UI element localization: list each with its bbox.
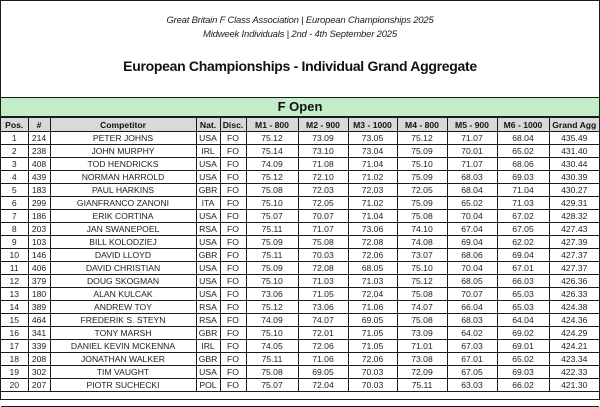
cell-nation: USA <box>196 132 220 145</box>
cell-m3: 72.06 <box>348 353 397 366</box>
cell-m5: 67.05 <box>447 366 497 379</box>
cell-pos: 20 <box>1 379 28 392</box>
cell-m6: 65.02 <box>497 145 549 158</box>
cell-number: 299 <box>28 197 50 210</box>
cell-m3: 72.03 <box>348 184 397 197</box>
table-row[interactable] <box>1 249 599 262</box>
cell-m6: 65.03 <box>497 288 549 301</box>
cell-discipline: FO <box>220 184 246 197</box>
cell-m5: 67.01 <box>447 353 497 366</box>
cell-m5: 70.04 <box>447 210 497 223</box>
cell-m4: 73.08 <box>397 353 447 366</box>
cell-nation: GBR <box>196 184 220 197</box>
results-table <box>1 117 599 407</box>
cell-m1: 73.06 <box>246 288 298 301</box>
cell-m5: 70.07 <box>447 288 497 301</box>
cell-m3: 72.08 <box>348 236 397 249</box>
cell-nation: RSA <box>196 314 220 327</box>
cell-grand-agg: 427.37 <box>549 262 599 275</box>
cell-pos: 6 <box>1 197 28 210</box>
cell-pos: 10 <box>1 249 28 262</box>
cell-nation: IRL <box>196 145 220 158</box>
cell-grand-agg: 430.39 <box>549 171 599 184</box>
cell-m2: 71.03 <box>298 275 348 288</box>
blank-row <box>1 392 599 407</box>
table-row[interactable] <box>1 340 599 353</box>
cell-m2: 71.07 <box>298 223 348 236</box>
cell-m2: 72.03 <box>298 184 348 197</box>
cell-discipline: FO <box>220 236 246 249</box>
cell-m5: 66.04 <box>447 301 497 314</box>
cell-discipline: FO <box>220 145 246 158</box>
cell-grand-agg: 435.49 <box>549 132 599 145</box>
cell-m5: 63.03 <box>447 379 497 392</box>
cell-m5: 68.06 <box>447 249 497 262</box>
col-header-m5[interactable]: M5 - 900 <box>447 118 497 132</box>
cell-m4: 74.10 <box>397 223 447 236</box>
cell-m3: 70.03 <box>348 366 397 379</box>
cell-competitor: GIANFRANCO ZANONI <box>50 197 196 210</box>
cell-m3: 72.04 <box>348 288 397 301</box>
col-header-m4[interactable]: M4 - 800 <box>397 118 447 132</box>
cell-m6: 69.04 <box>497 249 549 262</box>
col-header-nation[interactable]: Nat. <box>196 118 220 132</box>
cell-discipline: FO <box>220 327 246 340</box>
cell-number: 379 <box>28 275 50 288</box>
cell-grand-agg: 431.40 <box>549 145 599 158</box>
cell-m6: 68.06 <box>497 158 549 171</box>
cell-m1: 75.08 <box>246 366 298 379</box>
cell-discipline: FO <box>220 210 246 223</box>
cell-number: 214 <box>28 132 50 145</box>
col-header-discipline[interactable]: Disc. <box>220 118 246 132</box>
cell-m4: 74.07 <box>397 301 447 314</box>
cell-m5: 69.04 <box>447 236 497 249</box>
cell-grand-agg: 424.38 <box>549 301 599 314</box>
cell-pos: 14 <box>1 301 28 314</box>
cell-number: 103 <box>28 236 50 249</box>
cell-grand-agg: 430.44 <box>549 158 599 171</box>
cell-m6: 65.03 <box>497 301 549 314</box>
col-header-competitor[interactable]: Competitor <box>50 118 196 132</box>
cell-m5: 68.05 <box>447 275 497 288</box>
col-header-pos[interactable]: Pos. <box>1 118 28 132</box>
cell-competitor: BILL KOLODZIEJ <box>50 236 196 249</box>
table-row[interactable] <box>1 132 599 145</box>
cell-m2: 75.08 <box>298 236 348 249</box>
cell-m5: 68.04 <box>447 184 497 197</box>
cell-pos: 19 <box>1 366 28 379</box>
cell-discipline: FO <box>220 249 246 262</box>
table-row[interactable] <box>1 327 599 340</box>
cell-m3: 68.05 <box>348 262 397 275</box>
cell-m3: 73.06 <box>348 223 397 236</box>
cell-nation: USA <box>196 236 220 249</box>
cell-grand-agg: 422.33 <box>549 366 599 379</box>
table-row[interactable] <box>1 236 599 249</box>
cell-nation: USA <box>196 262 220 275</box>
col-header-m2[interactable]: M2 - 900 <box>298 118 348 132</box>
cell-m4: 75.08 <box>397 288 447 301</box>
cell-m5: 67.04 <box>447 223 497 236</box>
table-row[interactable] <box>1 210 599 223</box>
cell-m6: 67.05 <box>497 223 549 236</box>
cell-m3: 70.03 <box>348 379 397 392</box>
cell-m4: 73.09 <box>397 327 447 340</box>
cell-m2: 70.07 <box>298 210 348 223</box>
cell-m6: 69.02 <box>497 327 549 340</box>
cell-nation: RSA <box>196 301 220 314</box>
cell-nation: POL <box>196 379 220 392</box>
cell-nation: GBR <box>196 327 220 340</box>
col-header-number[interactable]: # <box>28 118 50 132</box>
cell-m4: 75.10 <box>397 262 447 275</box>
cell-pos: 7 <box>1 210 28 223</box>
cell-m3: 71.02 <box>348 171 397 184</box>
cell-m2: 72.01 <box>298 327 348 340</box>
cell-m1: 75.07 <box>246 379 298 392</box>
cell-number: 146 <box>28 249 50 262</box>
cell-m3: 73.05 <box>348 132 397 145</box>
cell-m1: 75.07 <box>246 210 298 223</box>
cell-grand-agg: 427.39 <box>549 236 599 249</box>
cell-pos: 16 <box>1 327 28 340</box>
page-title: European Championships - Individual Grand Aggregate <box>123 58 477 74</box>
table-header-row <box>1 118 599 132</box>
cell-m4: 75.08 <box>397 210 447 223</box>
cell-m6: 69.03 <box>497 171 549 184</box>
cell-number: 464 <box>28 314 50 327</box>
cell-m1: 75.10 <box>246 327 298 340</box>
cell-number: 406 <box>28 262 50 275</box>
cell-number: 183 <box>28 184 50 197</box>
cell-m4: 72.05 <box>397 184 447 197</box>
cell-number: 341 <box>28 327 50 340</box>
cell-m2: 72.04 <box>298 379 348 392</box>
cell-m1: 74.09 <box>246 314 298 327</box>
cell-m5: 70.01 <box>447 145 497 158</box>
cell-number: 339 <box>28 340 50 353</box>
cell-m3: 71.06 <box>348 301 397 314</box>
cell-m1: 75.10 <box>246 197 298 210</box>
cell-competitor: ALAN KULCAK <box>50 288 196 301</box>
cell-m1: 75.08 <box>246 184 298 197</box>
cell-m4: 75.09 <box>397 145 447 158</box>
cell-discipline: FO <box>220 379 246 392</box>
results-sheet <box>1 97 599 407</box>
cell-m5: 70.04 <box>447 262 497 275</box>
cell-competitor: DAVID LLOYD <box>50 249 196 262</box>
cell-m3: 71.04 <box>348 210 397 223</box>
cell-m4: 75.12 <box>397 132 447 145</box>
cell-m2: 71.06 <box>298 353 348 366</box>
col-header-m1[interactable]: M1 - 800 <box>246 118 298 132</box>
cell-m2: 69.05 <box>298 366 348 379</box>
cell-discipline: FO <box>220 132 246 145</box>
cell-grand-agg: 429.31 <box>549 197 599 210</box>
cell-grand-agg: 424.36 <box>549 314 599 327</box>
cell-m4: 75.10 <box>397 158 447 171</box>
cell-number: 238 <box>28 145 50 158</box>
cell-pos: 17 <box>1 340 28 353</box>
cell-m1: 75.11 <box>246 223 298 236</box>
cell-number: 408 <box>28 158 50 171</box>
table-row[interactable] <box>1 288 599 301</box>
cell-pos: 2 <box>1 145 28 158</box>
cell-m6: 71.03 <box>497 197 549 210</box>
table-row[interactable] <box>1 223 599 236</box>
cell-m4: 75.09 <box>397 171 447 184</box>
cell-nation: USA <box>196 366 220 379</box>
cell-grand-agg: 427.37 <box>549 249 599 262</box>
cell-nation: RSA <box>196 223 220 236</box>
cell-discipline: FO <box>220 301 246 314</box>
cell-number: 389 <box>28 301 50 314</box>
cell-m6: 65.02 <box>497 353 549 366</box>
cell-m2: 73.10 <box>298 145 348 158</box>
cell-competitor: ANDREW TOY <box>50 301 196 314</box>
cell-discipline: FO <box>220 288 246 301</box>
cell-competitor: DAVID CHRISTIAN <box>50 262 196 275</box>
cell-discipline: FO <box>220 197 246 210</box>
cell-pos: 4 <box>1 171 28 184</box>
cell-number: 302 <box>28 366 50 379</box>
cell-m1: 75.10 <box>246 275 298 288</box>
cell-pos: 1 <box>1 132 28 145</box>
cell-m6: 67.02 <box>497 210 549 223</box>
cell-grand-agg: 424.29 <box>549 327 599 340</box>
table-row[interactable] <box>1 197 599 210</box>
cell-m6: 64.04 <box>497 314 549 327</box>
cell-nation: USA <box>196 171 220 184</box>
cell-m2: 72.08 <box>298 262 348 275</box>
table-row[interactable] <box>1 275 599 288</box>
cell-number: 439 <box>28 171 50 184</box>
cell-competitor: PETER JOHNS <box>50 132 196 145</box>
cell-m2: 72.06 <box>298 340 348 353</box>
cell-m2: 73.09 <box>298 132 348 145</box>
cell-competitor: DOUG SKOGMAN <box>50 275 196 288</box>
cell-competitor: TOD HENDRICKS <box>50 158 196 171</box>
cell-m4: 75.08 <box>397 314 447 327</box>
cell-m4: 75.11 <box>397 379 447 392</box>
cell-m5: 64.02 <box>447 327 497 340</box>
cell-m6: 66.02 <box>497 379 549 392</box>
cell-m5: 71.07 <box>447 132 497 145</box>
blank-cell <box>1 392 599 407</box>
cell-discipline: FO <box>220 223 246 236</box>
cell-m6: 71.04 <box>497 184 549 197</box>
cell-competitor: PIOTR SUCHECKI <box>50 379 196 392</box>
cell-grand-agg: 428.32 <box>549 210 599 223</box>
cell-number: 208 <box>28 353 50 366</box>
cell-m4: 75.12 <box>397 275 447 288</box>
cell-nation: USA <box>196 288 220 301</box>
cell-grand-agg: 427.43 <box>549 223 599 236</box>
table-row[interactable] <box>1 262 599 275</box>
cell-number: 186 <box>28 210 50 223</box>
cell-competitor: JAN SWANEPOEL <box>50 223 196 236</box>
cell-m3: 71.03 <box>348 275 397 288</box>
cell-discipline: FO <box>220 353 246 366</box>
cell-m4: 75.09 <box>397 197 447 210</box>
cell-m2: 72.10 <box>298 171 348 184</box>
table-row[interactable] <box>1 353 599 366</box>
cell-nation: USA <box>196 158 220 171</box>
cell-m2: 73.06 <box>298 301 348 314</box>
cell-pos: 3 <box>1 158 28 171</box>
cell-m1: 75.14 <box>246 145 298 158</box>
table-row[interactable] <box>1 366 599 379</box>
cell-grand-agg: 424.21 <box>549 340 599 353</box>
cell-discipline: FO <box>220 158 246 171</box>
cell-number: 207 <box>28 379 50 392</box>
cell-m5: 67.03 <box>447 340 497 353</box>
cell-competitor: TIM VAUGHT <box>50 366 196 379</box>
cell-m1: 75.09 <box>246 236 298 249</box>
cell-grand-agg: 430.27 <box>549 184 599 197</box>
cell-discipline: FO <box>220 366 246 379</box>
cell-m2: 71.08 <box>298 158 348 171</box>
cell-m2: 74.07 <box>298 314 348 327</box>
cell-m3: 72.06 <box>348 249 397 262</box>
col-header-m3[interactable]: M3 - 1000 <box>348 118 397 132</box>
table-row[interactable] <box>1 184 599 197</box>
cell-nation: USA <box>196 275 220 288</box>
cell-m1: 75.12 <box>246 132 298 145</box>
cell-competitor: ERIK CORTINA <box>50 210 196 223</box>
cell-grand-agg: 426.36 <box>549 275 599 288</box>
cell-m3: 69.05 <box>348 314 397 327</box>
cell-m1: 75.12 <box>246 301 298 314</box>
cell-nation: USA <box>196 210 220 223</box>
col-header-grand-agg[interactable]: Grand Agg <box>549 118 599 132</box>
table-row[interactable] <box>1 171 599 184</box>
cell-nation: GBR <box>196 249 220 262</box>
cell-m4: 71.01 <box>397 340 447 353</box>
cell-competitor: JOHN MURPHY <box>50 145 196 158</box>
cell-competitor: FREDERIK S. STEYN <box>50 314 196 327</box>
cell-number: 203 <box>28 223 50 236</box>
cell-nation: ITA <box>196 197 220 210</box>
cell-m3: 73.04 <box>348 145 397 158</box>
cell-m3: 71.05 <box>348 327 397 340</box>
table-row[interactable] <box>1 158 599 171</box>
table-row[interactable] <box>1 379 599 392</box>
cell-pos: 8 <box>1 223 28 236</box>
cell-m3: 71.04 <box>348 158 397 171</box>
cell-discipline: FO <box>220 262 246 275</box>
cell-competitor: PAUL HARKINS <box>50 184 196 197</box>
cell-m5: 68.03 <box>447 171 497 184</box>
cell-m2: 70.03 <box>298 249 348 262</box>
results-table-body <box>1 132 599 407</box>
cell-m6: 69.01 <box>497 340 549 353</box>
cell-number: 180 <box>28 288 50 301</box>
cell-competitor: NORMAN HARROLD <box>50 171 196 184</box>
cell-nation: GBR <box>196 353 220 366</box>
cell-m1: 74.05 <box>246 340 298 353</box>
cell-pos: 5 <box>1 184 28 197</box>
cell-m6: 66.03 <box>497 275 549 288</box>
table-row[interactable] <box>1 145 599 158</box>
cell-m3: 71.02 <box>348 197 397 210</box>
cell-m6: 62.02 <box>497 236 549 249</box>
cell-discipline: FO <box>220 275 246 288</box>
cell-discipline: FO <box>220 314 246 327</box>
cell-m6: 67.01 <box>497 262 549 275</box>
cell-grand-agg: 423.34 <box>549 353 599 366</box>
cell-m3: 71.05 <box>348 340 397 353</box>
table-row[interactable] <box>1 314 599 327</box>
cell-m1: 75.09 <box>246 262 298 275</box>
cell-pos: 13 <box>1 288 28 301</box>
cell-m5: 65.02 <box>447 197 497 210</box>
col-header-m6[interactable]: M6 - 1000 <box>497 118 549 132</box>
cell-m2: 71.05 <box>298 288 348 301</box>
cell-discipline: FO <box>220 171 246 184</box>
cell-m4: 72.09 <box>397 366 447 379</box>
organizer-line: Great Britain F Class Association | European Championships 2025 <box>166 15 434 26</box>
cell-m2: 72.05 <box>298 197 348 210</box>
cell-pos: 9 <box>1 236 28 249</box>
cell-pos: 11 <box>1 262 28 275</box>
cell-m5: 68.03 <box>447 314 497 327</box>
cell-competitor: DANIEL KEVIN MCKENNA <box>50 340 196 353</box>
cell-m1: 75.12 <box>246 171 298 184</box>
cell-pos: 18 <box>1 353 28 366</box>
cell-pos: 15 <box>1 314 28 327</box>
cell-m6: 69.03 <box>497 366 549 379</box>
cell-grand-agg: 426.33 <box>549 288 599 301</box>
event-dates-line: Midweek Individuals | 2nd - 4th September 2025 <box>203 29 397 40</box>
cell-grand-agg: 421.30 <box>549 379 599 392</box>
cell-m4: 73.07 <box>397 249 447 262</box>
cell-discipline: FO <box>220 340 246 353</box>
cell-competitor: JONATHAN WALKER <box>50 353 196 366</box>
cell-m4: 74.08 <box>397 236 447 249</box>
cell-nation: IRL <box>196 340 220 353</box>
cell-m6: 68.04 <box>497 132 549 145</box>
cell-m1: 75.11 <box>246 249 298 262</box>
cell-m1: 74.09 <box>246 158 298 171</box>
class-label-band: F Open <box>1 98 599 117</box>
cell-m5: 71.07 <box>447 158 497 171</box>
cell-pos: 12 <box>1 275 28 288</box>
table-row[interactable] <box>1 301 599 314</box>
cell-m1: 75.11 <box>246 353 298 366</box>
cell-competitor: TONY MARSH <box>50 327 196 340</box>
